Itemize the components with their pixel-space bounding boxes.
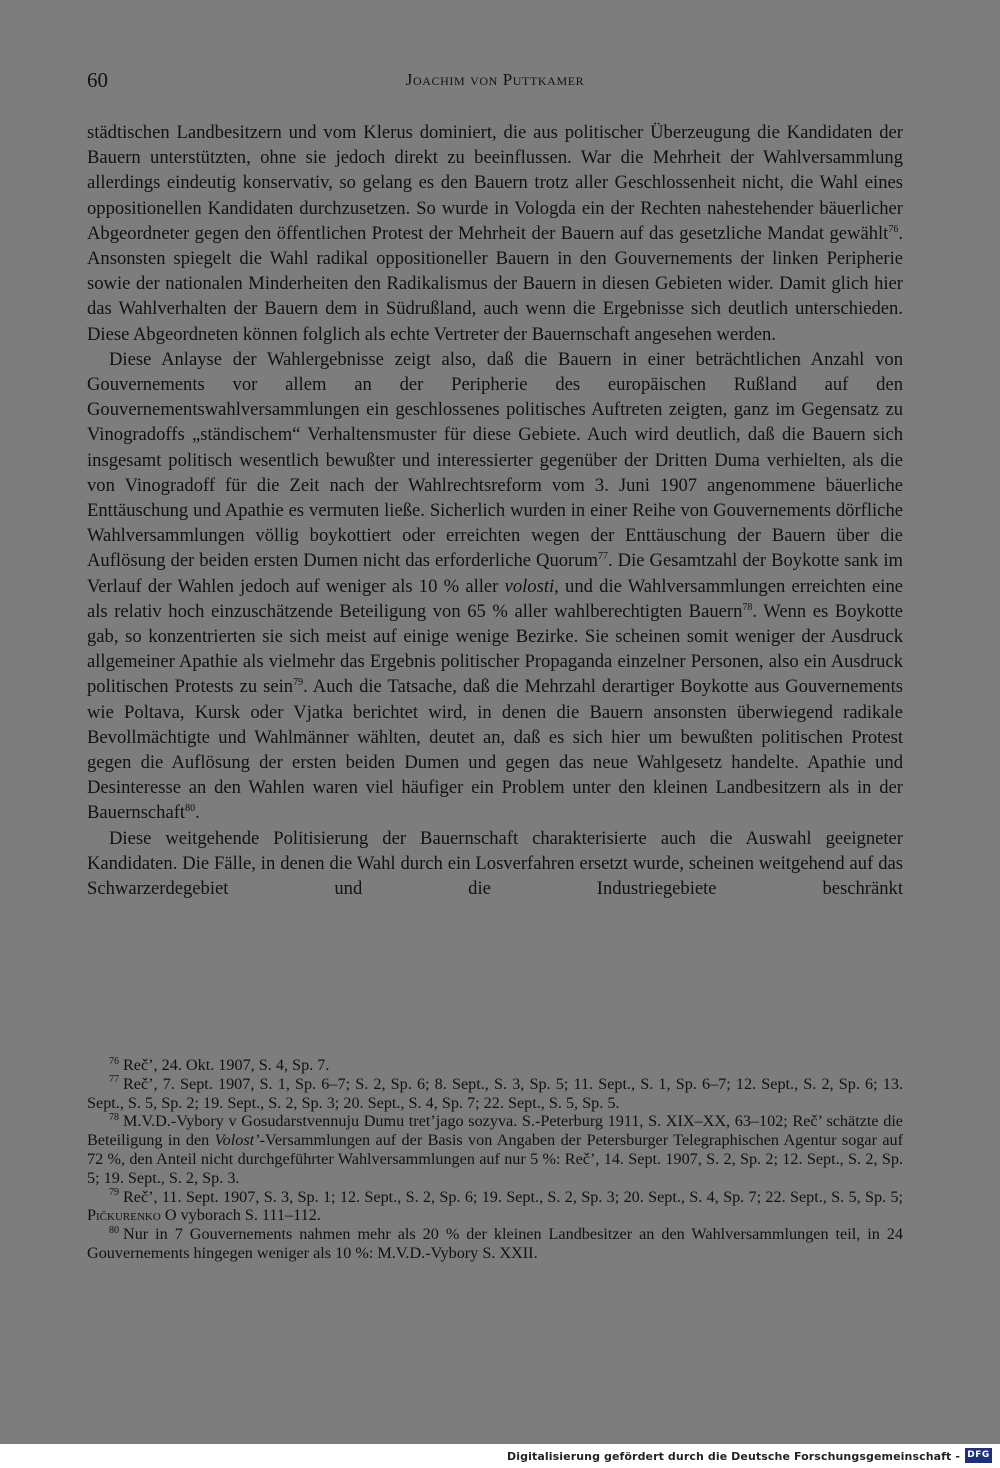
dfg-logo-icon: DFG [965, 1448, 992, 1463]
footnote-80 [87, 1225, 903, 1263]
footnote-78-text-b: -Versammlungen auf der Basis von Angaben der Petersburger Telegraphischen Agentur sogar auf 72 %, den Anteil nicht durchgeführter Wahlversammlungen auf nur 5 %: Reč’, 14. Sept. 1907, S. 2, Sp. 2; 12. Sept., S. 2, Sp. 5; 19. Sept., S. 2, Sp. 3. [87, 1131, 903, 1187]
paragraph-2-part-b: . Die Gesamtzahl der Boykotte sank im Verlauf der Wahlen jedoch auf weniger als 10 % aller [87, 550, 903, 597]
digitization-credit: Digitalisierung gefördert durch die Deutsche Forschungsgemeinschaft - [507, 1450, 960, 1463]
paragraph-1 [87, 120, 903, 347]
footnote-ref-79: 79 [293, 677, 304, 689]
digitization-credit-bar [0, 1444, 1000, 1468]
paragraph-2-part-c: , und die Wahlversammlungen erreichten eine als relativ hoch einzuschätzende Beteiligung von 65 % aller wahlberechtigten Bauern [87, 575, 903, 622]
running-head: Joachim von Puttkamer [405, 70, 585, 89]
footnote-ref-77: 77 [598, 551, 609, 563]
footnote-79-text-a: Reč’, 11. Sept. 1907, S. 3, Sp. 1; 12. Sept., S. 2, Sp. 6; 19. Sept., S. 2, Sp. 3; 20. Sept., S. 4, Sp. 7; 22. Sept., S. 5, Sp. 5; [123, 1187, 903, 1206]
paragraph-2 [87, 347, 903, 826]
footnote-78-text-a: M.V.D.-Vybory v Gosudarstvennuju Dumu tret’jago sozyva. S.-Peterburg 1911, S. XIX–XX, 63–102; Reč’ schätzte die Beteiligung in den [87, 1112, 903, 1150]
footnote-mark-79: 79 [109, 1187, 119, 1199]
paragraph-2-part-f: . [195, 802, 200, 824]
paragraph-1-tail: . Ansonsten spiegelt die Wahl radikal oppositioneller Bauern in den Gouvernements der linken Peripherie sowie der nationalen Minderheiten den Radikalismus der Bauern in diesen Gebieten wider. Damit glich hier das Wahlverhalten der Bauern dem in Südrußland, auch wenn die Ergebnisse sich deutlich unterschieden. Diese Abgeordneten können folglich als echte Vertreter der Bauernschaft angesehen werden. [87, 222, 903, 345]
footnote-76-text: Reč’, 24. Okt. 1907, S. 4, Sp. 7. [123, 1056, 330, 1074]
footnotes [87, 1056, 903, 1263]
paragraph-2-part-e: . Auch die Tatsache, daß die Mehrzahl derartiger Boykotte aus Gouvernements wie Poltava, Kursk oder Vjatka berichtet wird, in denen die Bauern ansonsten überwiegend radikale Bevollmächtigte und Wahlmänner wählten, deutet an, daß es sich hier um bewußten politischen Protest gegen die Auflösung der ersten beiden Dumen und gegen das neue Wahlgesetz handelte. Apathie und Desinteresse an den Wahlen waren viel häufiger ein Problem unter den kleinen Landbesitzern als in der Bauernschaft [87, 676, 903, 824]
paragraph-3 [87, 826, 903, 902]
footnote-79-author: Pičkurenko [87, 1206, 161, 1225]
footnote-77-text: Reč’, 7. Sept. 1907, S. 1, Sp. 6–7; S. 2, Sp. 6; 8. Sept., S. 3, Sp. 5; 11. Sept., S. 1, Sp. 6–7; 12. Sept., S. 2, Sp. 6; 13. Sept., S. 5, Sp. 2; 19. Sept., S. 2, Sp. 3; 20. Sept., S. 4, Sp. 7; 22. Sept., S. 5, Sp. 5. [87, 1074, 903, 1112]
paragraph-1-text: städtischen Landbesitzern und vom Klerus dominiert, die aus politischer Überzeugung die Kandidaten der Bauern unterstützten, ohne sie jedoch direkt zu beeinflussen. War die Mehrheit der Wahlversammlung allerdings eindeutig konservativ, so gelang es den Bauern trotz aller Geschlossenheit nicht, die Wahl eines oppositionellen Kandidaten durchzusetzen. So wurde in Vologda ein der Rechten nahestehender bäuerlicher Abgeordneter gegen den öffentlichen Protest der Mehrheit der Bauern auf das gesetzliche Mandat gewählt [87, 122, 903, 244]
page-number: 60 [87, 68, 108, 92]
paragraph-2-part-d: . Wenn es Boykotte gab, so konzentrierten sie sich meist auf einige wenige Bezirke. Sie scheinen somit weniger der Ausdruck allgemeiner Apathie als vielmehr das Ergebnis politischer Propaganda einzelner Personen, also ein Ausdruck politischen Protests zu sein [87, 600, 903, 698]
footnote-79 [87, 1188, 903, 1226]
main-text [87, 120, 903, 901]
footnote-78 [87, 1112, 903, 1187]
paragraph-2-part-a: Diese Anlayse der Wahlergebnisse zeigt also, daß die Bauern in einer beträchtlichen Anzahl von Gouvernements vor allem an der Peripherie des europäischen Rußland auf den Gouvernementswahlversammlungen ein geschlossenes politisches Auftreten zeigten, ganz im Gegensatz zu Vinogradoffs „ständischem“ Verhaltensmuster für diese Gebiete. Auch wird deutlich, daß die Bauern sich insgesamt politisch wesentlich bewußter und interessierter gegenüber der Dritten Duma verhielten, als die von Vinogradoff für die Zeit nach der Wahlrechtsreform vom 3. Juni 1907 angenommene bäuerliche Enttäuschung und Apathie es vermuten ließe. Sicherlich wurden in einer Reihe von Gouvernements dörfliche Wahlversammlungen völlig boykottiert oder erreichten wegen der Enttäuschung der Bauern über die Auflösung der beiden ersten Dumen nicht das erforderliche Quorum [87, 348, 903, 572]
page-header [87, 68, 903, 96]
footnote-mark-77: 77 [109, 1074, 119, 1086]
footnote-77 [87, 1075, 903, 1113]
footnote-ref-76: 76 [888, 223, 899, 235]
footnote-ref-80: 80 [185, 803, 196, 815]
footnote-79-text-b: O vyborach S. 111–112. [160, 1206, 321, 1225]
footnote-mark-78: 78 [109, 1112, 119, 1123]
paragraph-3-text: Diese weitgehende Politisierung der Bauernschaft charakterisierte auch die Auswahl geeigneter Kandidaten. Die Fälle, in denen die Wahl durch ein Losverfahren ersetzt wurde, scheinen weitgehend auf das Schwarzerdegebiet und die Industriegebiete beschränkt [87, 827, 903, 900]
footnote-76 [87, 1056, 903, 1075]
footnote-80-text: Nur in 7 Gouvernements nahmen mehr als 20 % der kleinen Landbesitzer an den Wahlversammlungen teil, in 24 Gouvernements hingegen weniger als 10 %: M.V.D.-Vybory S. XXII. [87, 1225, 903, 1262]
footnote-78-italic: Volost’ [214, 1131, 260, 1150]
footnote-mark-76: 76 [109, 1055, 119, 1067]
italic-term-volosti: volosti [504, 575, 555, 597]
footnote-mark-80: 80 [109, 1224, 119, 1236]
footnote-ref-78: 78 [742, 601, 753, 613]
